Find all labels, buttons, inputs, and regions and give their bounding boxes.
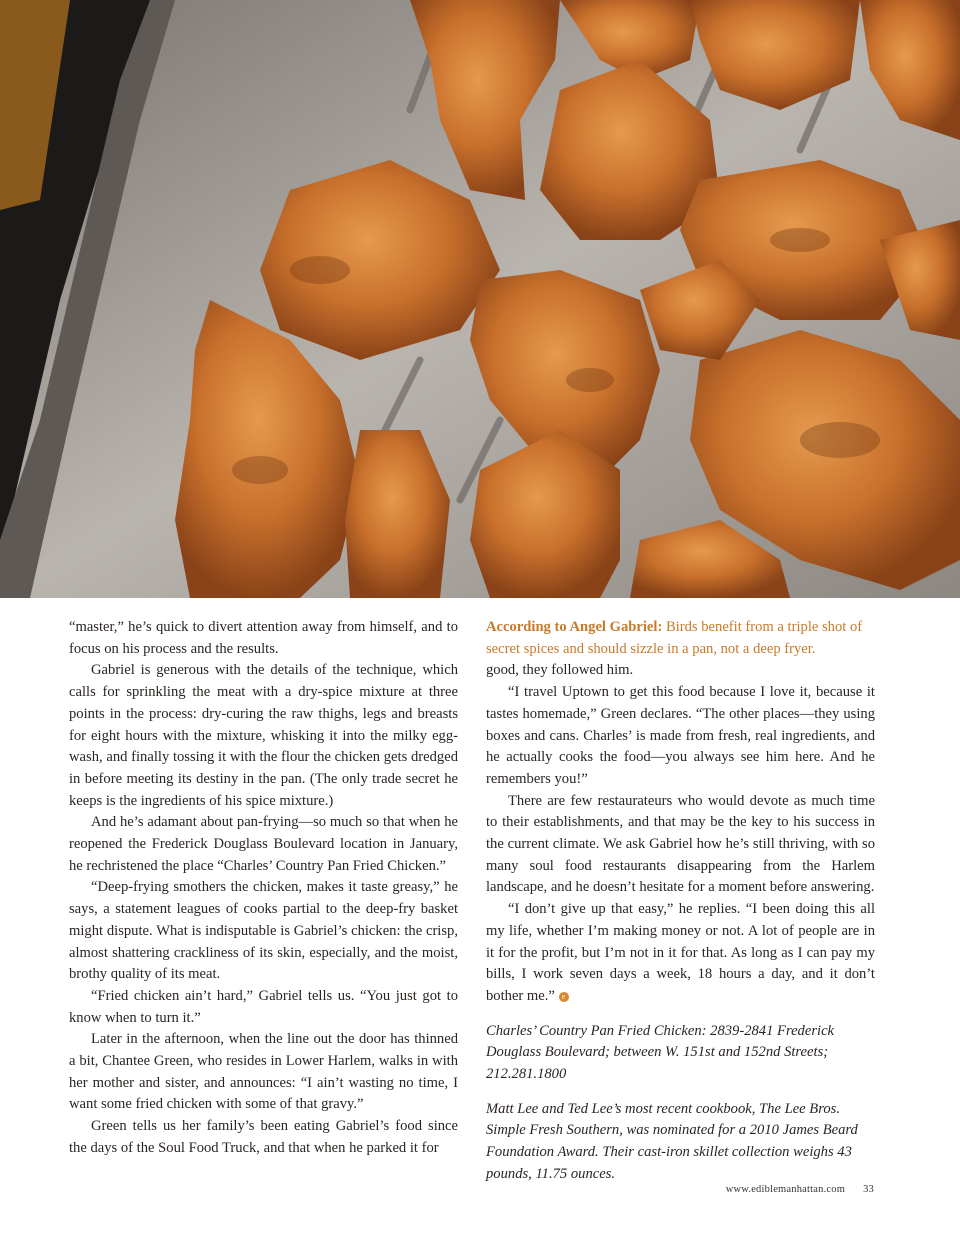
pull-quote bbox=[486, 617, 875, 660]
pull-quote-text: Birds benefit from a triple shot of secret spices and should sizzle in a pan, not a deep fryer. bbox=[486, 619, 863, 657]
page-number: 33 bbox=[863, 1184, 874, 1195]
author-note: Matt Lee and Ted Lee’s most recent cookbook, The Lee Bros. Simple Fresh Southern, was nominated for a 2010 James Beard Foundation Award. Their cast-iron skillet collection weighs 43 pounds, 11.75 ounces. bbox=[486, 1100, 858, 1182]
pull-quote-lead: According to Angel Gabriel: bbox=[486, 619, 663, 635]
body-paragraph: good, they followed him. bbox=[486, 662, 634, 679]
footer-url[interactable]: www.ediblemanhattan.com bbox=[725, 1184, 846, 1195]
final-paragraph-text: “I don’t give up that easy,” he replies. “I been doing this all my life, whether I’m making money or not. A lot of people are in it for the profit, but I’m not in it for that. As long as I can pay my bills, I work seven days a week, 18 hours a day, and it don’t bother me.” bbox=[486, 901, 875, 1004]
body-paragraph: Gabriel is generous with the details of the technique, which calls for sprinkling the meat with a dry-spice mixture at three points in the process: dry-curing the raw thighs, legs and breasts for eight hours with the mixture, whisking it into the milky egg-wash, and finally tossing it with the flour the chicken gets dredged in before meeting its destiny in the pan. (The only trade secret he keeps is the ingredients of his spice mixture.) bbox=[69, 662, 458, 809]
page-footer bbox=[708, 1184, 874, 1195]
fried-chicken-icon bbox=[0, 0, 960, 598]
body-paragraph: “master,” he’s quick to divert attention away from himself, and to focus on his process and the results. bbox=[69, 619, 458, 657]
article-right-column bbox=[486, 617, 875, 1186]
end-mark-icon: e bbox=[559, 992, 569, 1002]
body-paragraph: And he’s adamant about pan-frying—so much so that when he reopened the Frederick Douglass Boulevard location in January, he rechristened the place “Charles’ Country Pan Fried Chicken.” bbox=[69, 814, 458, 874]
article-left-column bbox=[69, 617, 458, 1160]
body-paragraph: Later in the afternoon, when the line out the door has thinned a bit, Chantee Green, who resides in Lower Harlem, walks in with her mother and sister, and announces: “I ain’t wasting no time, I want some fried chicken with some of that gravy.” bbox=[69, 1031, 458, 1113]
body-paragraph: “Deep-frying smothers the chicken, makes it taste greasy,” he says, a statement leagues of cooks partial to the deep-fry basket might dispute. What is indisputable is Gabriel’s chicken: the crisp, almost shattering crackliness of its skin, especially, and the moist, brothy quality of its meat. bbox=[69, 879, 458, 983]
body-paragraph: There are few restaurateurs who would devote as much time to their establishments, and that may be the key to his success in the current climate. We ask Gabriel how he’s still thriving, with so many soul food restaurants disappearing from the Harlem landscape, and he doesn’t hesitate for a moment before answering. bbox=[486, 792, 875, 896]
body-paragraph: “Fried chicken ain’t hard,” Gabriel tells us. “You just got to know when to turn it.” bbox=[69, 987, 458, 1026]
restaurant-address: Charles’ Country Pan Fried Chicken: 2839-2841 Frederick Douglass Boulevard; between W. 151st and 152nd Streets; 212.281.1800 bbox=[486, 1022, 835, 1083]
body-paragraph-final bbox=[486, 899, 875, 1008]
body-paragraph: “I travel Uptown to get this food because I love it, because it tastes homemade,” Green declares. “The other places—they using boxes and cans. Charles’ is made from fresh, real ingredients, and he actually cooks the food—you always see him here. And he remembers you!” bbox=[486, 684, 875, 787]
fried-chicken-photo bbox=[0, 0, 960, 598]
body-paragraph: Green tells us her family’s been eating Gabriel’s food since the days of the Soul Food Truck, and that when he parked it for bbox=[69, 1118, 458, 1156]
